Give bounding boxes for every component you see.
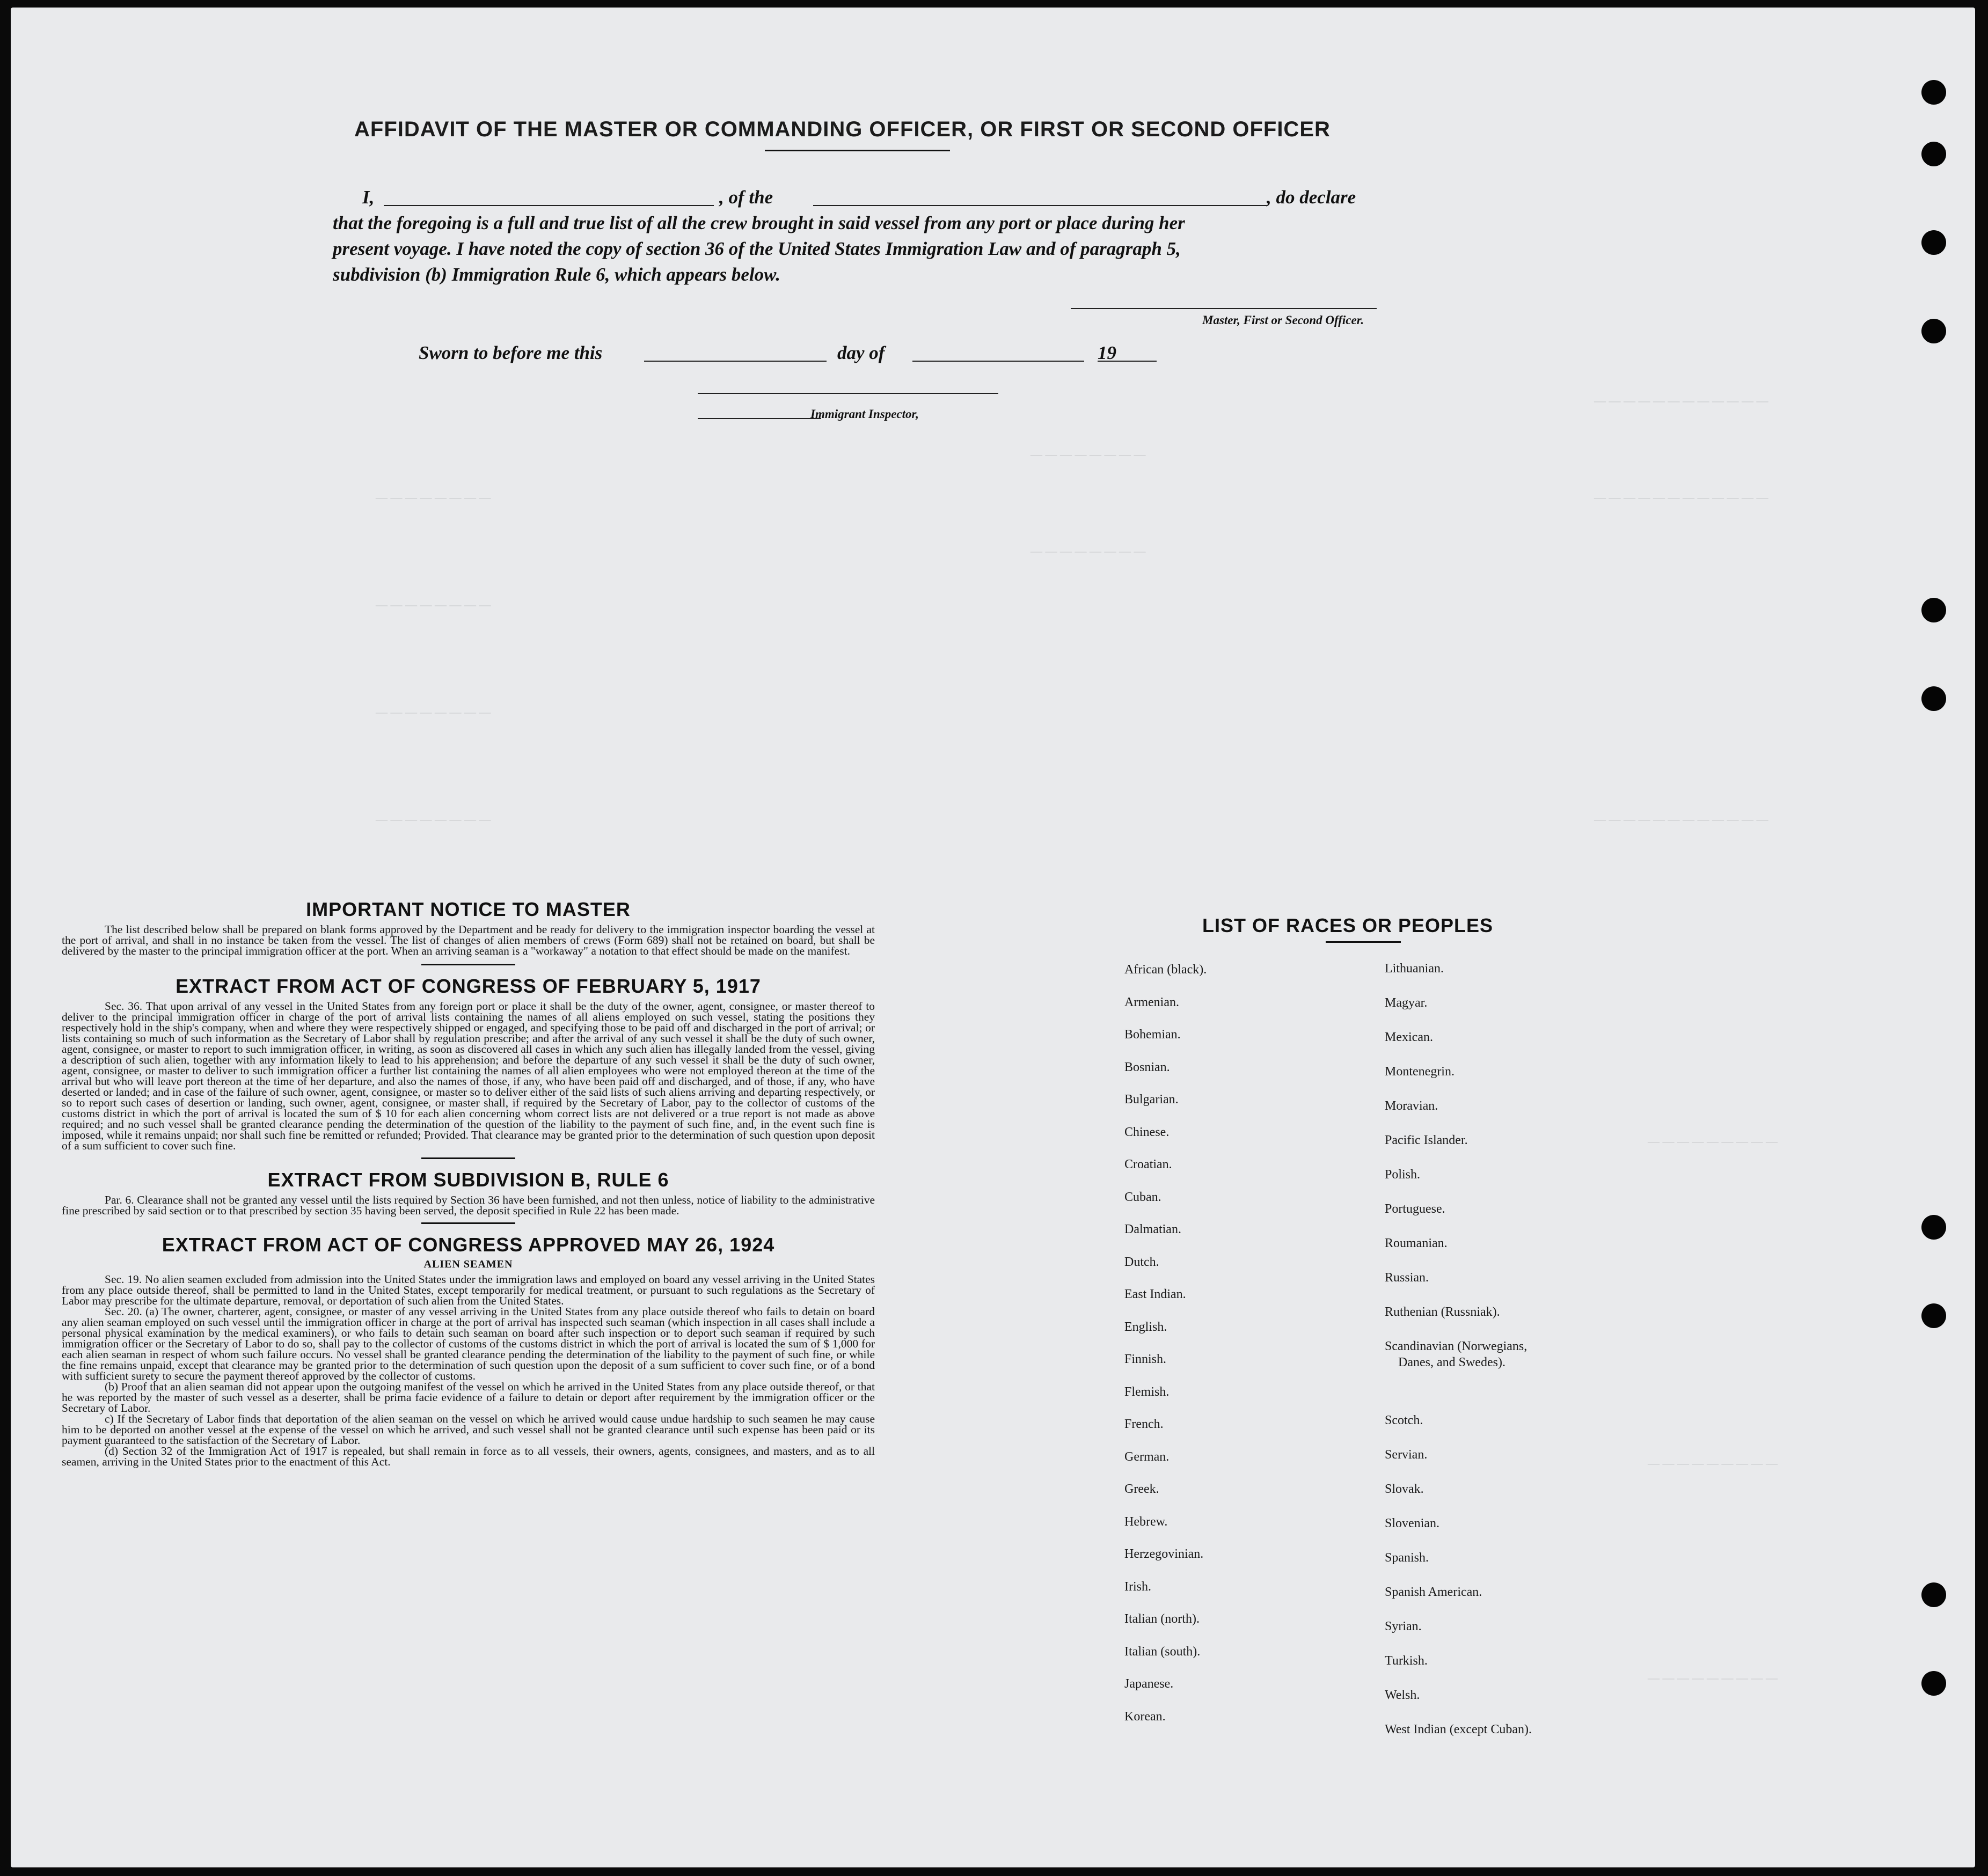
extract-1924-text [62, 1274, 875, 1467]
left-legal-column [62, 898, 875, 1467]
year-blank [1098, 361, 1157, 362]
race-right-item: Lithuanian. [1385, 962, 1444, 976]
punch-hole [1921, 598, 1946, 622]
rule6-divider [421, 1222, 515, 1224]
notice-text [62, 924, 875, 956]
master-signature-caption: Master, First or Second Officer. [1202, 313, 1364, 327]
race-left-item: Japanese. [1124, 1677, 1174, 1691]
sec20b-paragraph: (b) Proof that an alien seaman did not appear upon the outgoing manifest of the vessel on which he arrived in the United States from any place outside thereof, or that he was reported by the master of such vessel as a deserter, shall be prima facie evidence of a failure to detain or deport after requirement by the immigration officer or the Secretary of Labor. [62, 1380, 875, 1415]
bleed-through-mark: — — — — — — — — [1030, 544, 1146, 558]
extract-1917-text [62, 1001, 875, 1151]
punch-hole [1921, 230, 1946, 255]
race-right-item: Welsh. [1385, 1688, 1420, 1702]
race-left-item: Korean. [1124, 1709, 1166, 1724]
bleed-through-mark: — — — — — — — — — [1648, 1456, 1778, 1470]
race-right-item: Syrian. [1385, 1619, 1422, 1633]
vessel-blank [813, 205, 1267, 206]
race-left-item: Italian (south). [1124, 1644, 1201, 1659]
title-divider [765, 150, 950, 151]
bleed-through-mark: — — — — — — — — [1030, 448, 1146, 461]
race-left-item: Greek. [1124, 1482, 1159, 1496]
sec20c-paragraph: c) If the Secretary of Labor finds that deportation of the alien seaman on the vessel on which he arrived would cause undue hardship to such seamen he may cause him to be deported on another vessel at the expense of the vessel on which he arrived, and such vessel shall not be granted clearance until such expense has been paid or its payment guaranteed to the satisfaction of the Secretary of Labor. [62, 1412, 875, 1447]
race-left-item: Flemish. [1124, 1384, 1170, 1399]
punch-hole [1921, 319, 1946, 343]
rule6-paragraph: Par. 6. Clearance shall not be granted any vessel until the lists required by Section 36 have been furnished, and not then unless, notice of liability to the administrative fine prescribed by said section or to that prescribed by section 35 having been served, the deposit specified in Rule 22 has been made. [62, 1193, 875, 1217]
extract-1917-paragraph: Sec. 36. That upon arrival of any vessel in the United States from any foreign port or place it shall be the duty of the owner, agent, consignee, or master thereof to deliver to the principal immigration officer in charge of the port of arrival lists containing the names of all aliens employed on such vessel, stating the positions they respectively hold in the ship's company, when and where they were respectively shipped or engaged, and specifying those to be paid off and discharged in the port of arrival; or lists containing so much of such information as the Secretary of Labor shall by regulation prescribe; and after the arrival of any such vessel it shall be the duty of such owner, agent, consignee, or master to report to such immigration officer, in writing, as soon as discovered all cases in which any such alien has illegally landed from the vessel, giving a description of such alien, together with any information likely to lead to his apprehension; and before the departure of any such vessel it shall be the duty of such owner, agent, consignee, or master to deliver to such immigration officer a further list containing the names of all alien employees who were not employed thereon at the time of the arrival but who will leave port thereon at the time of her departure, and also the names of those, if any, who have been paid off and discharged, and of those, if any, who have deserted or landed; and in case of the failure of such owner, agent, consignee, or master so to deliver either of the said lists of such aliens arriving and departing respectively, or so to report such cases of desertion or landing, such owner, agent, consignee, or master shall, if required by the Secretary of Labor, pay to the collector of customs of the customs district in which the port of arrival is located the sum of $ 10 for each alien concerning whom correct lists are not delivered or a true report is not made as above required; and no such vessel shall be granted clearance pending the determination of the question of the liability to the payment of such fine, and, in the event such fine is imposed, while it remains unpaid; nor shall such fine be remitted or refunded; Provided. That clearance may be granted prior to the determination of such question upon deposit of a sum sufficient to cover such fine. [62, 1000, 875, 1152]
bleed-through-mark: — — — — — — — — — [1648, 1134, 1778, 1148]
race-right-item: Portuguese. [1385, 1202, 1445, 1216]
inspector-signature-line-short [698, 418, 821, 419]
notice-paragraph: The list described below shall be prepared on blank forms approved by the Department and be ready for delivery to the immigration inspector boarding the vessel at the port of arrival, and shall in no instance be taken from the vessel. The list of changes of alien members of crews (Form 689) shall not be retained on board, but shall be delivered by the master to the principal immigration officer at the port. When an arriving seaman is a "workaway" a notation to that effect should be made on the manifest. [62, 923, 875, 957]
sworn-year: 19 [1098, 342, 1116, 363]
notice-divider [421, 964, 515, 965]
declaration-of-the: , of the [719, 187, 773, 208]
race-right-item: Slovak. [1385, 1482, 1424, 1496]
punch-hole [1921, 1582, 1946, 1607]
race-left-item: Bohemian. [1124, 1028, 1181, 1042]
punch-hole [1921, 1215, 1946, 1240]
bleed-through-mark: — — — — — — — — — — — — [1594, 812, 1768, 826]
race-right-item: Roumanian. [1385, 1236, 1448, 1250]
affidavit-title: AFFIDAVIT OF THE MASTER OR COMMANDING OFFICER, OR FIRST OR SECOND OFFICER [354, 118, 1331, 141]
extract-1924-title: EXTRACT FROM ACT OF CONGRESS APPROVED MAY 26, 1924 [162, 1234, 775, 1256]
punch-hole [1921, 142, 1946, 166]
sworn-line [419, 340, 1170, 366]
bleed-through-mark: — — — — — — — — [376, 705, 491, 719]
race-right-item: Slovenian. [1385, 1516, 1439, 1530]
race-left-item: Dutch. [1124, 1255, 1159, 1269]
bleed-through-mark: — — — — — — — — — — — — [1594, 490, 1768, 504]
inspector-caption: Immigrant Inspector, [810, 407, 919, 421]
race-left-item: Finnish. [1124, 1352, 1167, 1366]
race-right-item: Montenegrin. [1385, 1065, 1455, 1079]
bleed-through-mark: — — — — — — — — — [1648, 1671, 1778, 1684]
inspector-signature-line [698, 393, 998, 394]
race-left-item: African (black). [1124, 963, 1207, 977]
master-signature-line [1071, 308, 1377, 309]
race-left-item: Armenian. [1124, 995, 1179, 1009]
race-right-item: Spanish. [1385, 1551, 1429, 1565]
race-right-item: Scandinavian (Norwegians, [1385, 1339, 1527, 1353]
month-blank [912, 361, 1084, 362]
rule6-text [62, 1195, 875, 1216]
race-left-item: Hebrew. [1124, 1514, 1168, 1529]
sworn-prefix: Sworn to before me this [419, 342, 603, 363]
race-right-item: Servian. [1385, 1448, 1428, 1462]
bleed-through-mark: — — — — — — — — [376, 812, 491, 826]
race-left-item: Cuban. [1124, 1190, 1161, 1204]
race-left-item: Bulgarian. [1124, 1093, 1179, 1106]
sec19-paragraph: Sec. 19. No alien seamen excluded from admission into the United States under the immigration laws and employed on board any vessel arriving in the United States from any place outside thereof, shall be permitted to land in the United States, except temporarily for medical treatment, or pursuant to such regulations as the Secretary of Labor may prescribe for the ultimate departure, removal, or deportation of such alien from the United States. [62, 1273, 875, 1307]
races-title: LIST OF RACES OR PEOPLES [1202, 914, 1494, 936]
race-right-item: Danes, and Swedes). [1398, 1355, 1505, 1369]
race-left-item: German. [1124, 1449, 1170, 1464]
race-left-item: East Indian. [1124, 1287, 1186, 1301]
extract-1917-divider [421, 1157, 515, 1159]
declaration-line-3: present voyage. I have noted the copy of section 36 of the United States Immigration Law and of paragraph 5, [333, 238, 1181, 259]
day-blank [644, 361, 827, 362]
sec20d-paragraph: (d) Section 32 of the Immigration Act of 1917 is repealed, but shall remain in force as to all vessels, their owners, agents, consignees, and masters, and as to all seamen, arriving in the United States prior to the enactment of this Act. [62, 1445, 875, 1468]
punch-hole [1921, 80, 1946, 105]
race-left-item: Bosnian. [1124, 1060, 1170, 1074]
bleed-through-mark: — — — — — — — — [376, 490, 491, 504]
declaration-line-4: subdivision (b) Immigration Rule 6, which appears below. [333, 264, 780, 285]
race-right-item: Scotch. [1385, 1413, 1423, 1427]
race-right-item: Mexican. [1385, 1030, 1433, 1044]
alien-seamen-subtitle: ALIEN SEAMEN [423, 1258, 513, 1270]
race-right-item: West Indian (except Cuban). [1385, 1723, 1532, 1736]
race-right-item: Spanish American. [1385, 1585, 1482, 1599]
race-right-item: Moravian. [1385, 1099, 1438, 1113]
punch-hole [1921, 1303, 1946, 1328]
race-right-item: Turkish. [1385, 1654, 1428, 1668]
sworn-day-of: day of [837, 342, 885, 363]
document-page [11, 8, 1975, 1867]
race-left-item: Irish. [1124, 1579, 1151, 1594]
race-left-item: Croatian. [1124, 1157, 1172, 1171]
bleed-through-mark: — — — — — — — — — — — — [1594, 394, 1768, 407]
punch-hole [1921, 686, 1946, 711]
race-left-item: French. [1124, 1417, 1164, 1431]
declaration-line-1 [362, 185, 1382, 210]
sec20a-paragraph: Sec. 20. (a) The owner, charterer, agent, consignee, or master of any vessel arriving in the United States from any place outside thereof who fails to detain on board any alien seaman employed on such vessel until the immigration officer in charge at the port of arrival has inspected such seaman (which inspection in all cases shall include a personal physical examination by the medical examiners), or who fails to detain such seaman on board after such inspection or to deport such seaman if required by such immigration officer or the Secretary of Labor to do so, shall pay to the collector of customs of the customs district in which the port of arrival is located the sum of $ 1,000 for each alien seaman in respect of whom such failure occurs. No vessel shall be granted clearance pending the determination of the liability to the payment of such fine, or while the fine remains unpaid, except that clearance may be granted prior to the determination of such question upon the deposit of a sum sufficient to cover such fine, or of a bond with sufficient surety to secure the payment thereof approved by the collector of customs. [62, 1305, 875, 1382]
races-divider [1326, 941, 1401, 943]
race-right-item: Polish. [1385, 1168, 1421, 1182]
race-right-item: Russian. [1385, 1271, 1429, 1285]
race-left-item: Herzegovinian. [1124, 1547, 1204, 1561]
punch-hole [1921, 1671, 1946, 1696]
rule6-title: EXTRACT FROM SUBDIVISION B, RULE 6 [267, 1169, 669, 1191]
race-left-item: Italian (north). [1124, 1612, 1200, 1626]
race-right-item: Pacific Islander. [1385, 1133, 1468, 1147]
name-blank [384, 205, 714, 206]
bleed-through-mark: — — — — — — — — [376, 598, 491, 611]
declaration-i: I, [362, 187, 375, 208]
race-left-item: Dalmatian. [1124, 1222, 1181, 1236]
declaration-line-2: that the foregoing is a full and true list of all the crew brought in said vessel from any port or place during her [333, 212, 1185, 233]
race-left-item: Chinese. [1124, 1125, 1170, 1139]
declaration-declare: , do declare [1267, 187, 1356, 208]
race-right-item: Ruthenian (Russniak). [1385, 1305, 1500, 1319]
race-left-item: English. [1124, 1320, 1167, 1334]
race-right-item: Magyar. [1385, 996, 1428, 1010]
notice-title: IMPORTANT NOTICE TO MASTER [306, 898, 631, 920]
extract-1917-title: EXTRACT FROM ACT OF CONGRESS OF FEBRUARY 5, 1917 [176, 975, 761, 997]
